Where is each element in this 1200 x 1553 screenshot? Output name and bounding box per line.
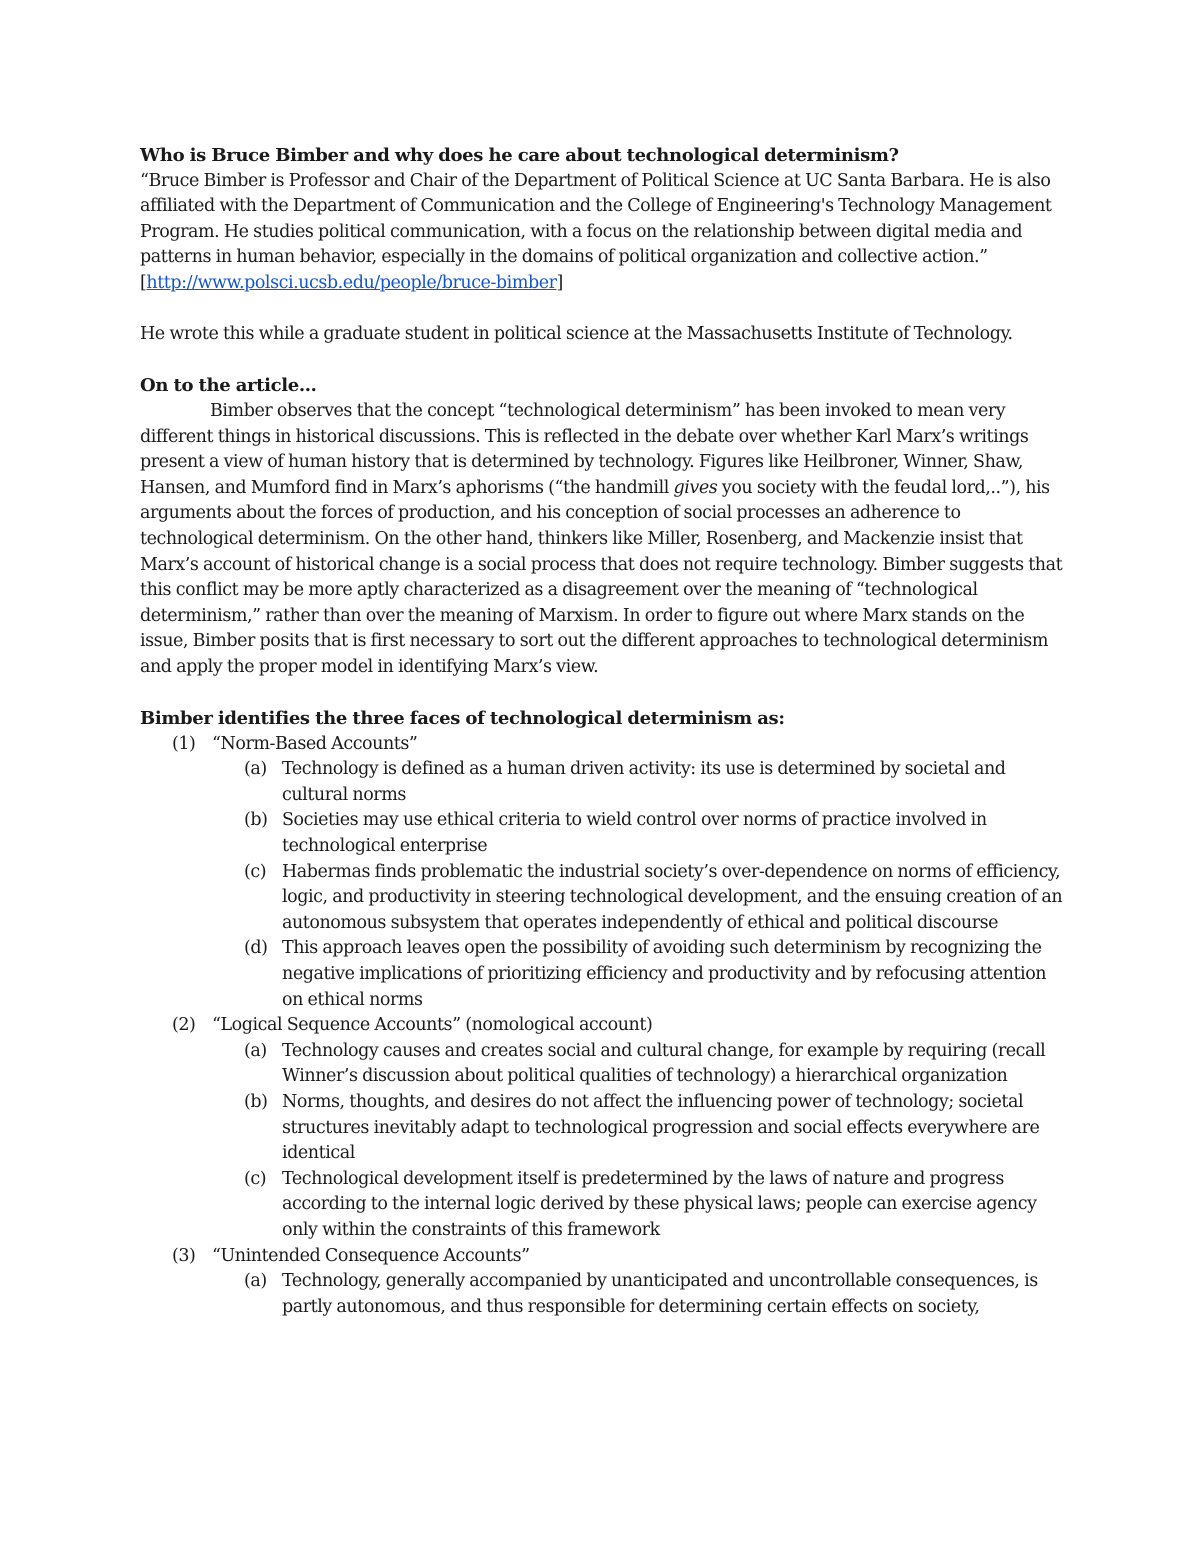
subitem-text: Societies may use ethical criteria to wield control over norms of practice involved in technological enterprise <box>282 810 987 857</box>
face-subitems <box>212 757 1070 1013</box>
bio-quote: “Bruce Bimber is Professor and Chair of the Department of Political Science at UC Santa Barbara. He is also affiliated with the Department of Communication and the College of Engineering's Technology Management Program. He studies political communication, with a focus on the relationship between digital media and patterns in human behavior, especially in the domains of political organization and collective action.” <box>140 170 1052 268</box>
section-heading-bimber: Who is Bruce Bimber and why does he care about technological determinism? <box>140 145 899 166</box>
source-bracket-close: ] <box>556 272 563 293</box>
subitem-text: Technological development itself is predetermined by the laws of nature and progress according to the internal logic derived by these physical laws; people can exercise agency only within the constraints of this framework <box>282 1168 1037 1240</box>
author-note: He wrote this while a graduate student in political science at the Massachusetts Institute of Technology. <box>140 324 1013 345</box>
section-heading-article: On to the article… <box>140 375 317 397</box>
face-item <box>140 1244 1070 1321</box>
faces-list <box>140 732 1070 1321</box>
subitem-letter: (d) <box>244 938 268 959</box>
source-citation <box>140 271 1070 297</box>
subitem-text: Habermas finds problematic the industrial society’s over-dependence on norms of efficiency, logic, and productivity in steering technological development, and the ensuing creation of an autonomous subsystem that operates independently of ethical and political discourse <box>282 861 1063 933</box>
subitem-text: Norms, thoughts, and desires do not affect the influencing power of technology; societal structures inevitably adapt to technological progression and social effects everywhere are identical <box>282 1091 1040 1164</box>
article-summary-paragraph <box>140 399 1070 681</box>
face-number: (1) <box>172 733 196 754</box>
face-title: “Logical Sequence Accounts” (nomological account) <box>212 1015 653 1036</box>
subitem <box>212 860 1070 937</box>
subitem-letter: (c) <box>244 861 267 882</box>
subitem <box>212 1167 1070 1244</box>
subitem <box>212 808 1070 859</box>
subitem-letter: (c) <box>244 1168 267 1189</box>
subitem-letter: (a) <box>244 1271 267 1292</box>
subitem-text: Technology, generally accompanied by unanticipated and uncontrollable consequences, is partly autonomous, and thus responsible for determining certain effects on society, <box>282 1271 1038 1317</box>
subitem <box>212 1090 1070 1167</box>
summary-text-part2: you society with the feudal lord,..”), his arguments about the forces of production, and his conception of social processes an adherence to technological determinism. On the other hand, thinkers like Miller, Rosenberg, and Mackenzie insist that Marx’s account of historical change is a social process that does not require technology. Bimber suggests that this conflict may be more aptly characterized as a disagreement over the meaning of “technological determinism,” rather than over the meaning of Marxism. In order to figure out where Marx stands on the issue, Bimber posits that is first necessary to sort out the different approaches to technological determinism and apply the proper model in identifying Marx’s view. <box>140 477 1063 677</box>
subitem-letter: (b) <box>244 1091 268 1112</box>
subitem <box>212 757 1070 808</box>
summary-emphasis: gives <box>673 477 718 498</box>
subitem <box>212 936 1070 1013</box>
summary-text-part1: Bimber observes that the concept “technological determinism” has been invoked to mean very different things in historical discussions. This is reflected in the debate over whether Karl Marx’s writings present a view of human history that is determined by technology. Figures like Heilbroner, Winner, Shaw, Hansen, and Mumford find in Marx’s aphorisms (“the handmill <box>140 400 1029 498</box>
face-number: (3) <box>172 1245 196 1266</box>
subitem-letter: (b) <box>244 810 268 831</box>
face-title: “Unintended Consequence Accounts” <box>212 1245 530 1266</box>
face-subitems <box>212 1039 1070 1244</box>
spacer <box>140 297 1070 323</box>
subitem-text: Technology causes and creates social and cultural change, for example by requiring (recall Winner’s discussion about political qualities of technology) a hierarchical organization <box>282 1040 1046 1087</box>
section-heading-three-faces: Bimber identifies the three faces of technological determinism as: <box>140 708 785 730</box>
source-bracket-open: [ <box>140 272 147 293</box>
source-link[interactable]: http://www.polsci.ucsb.edu/people/bruce-bimber <box>146 272 557 293</box>
face-number: (2) <box>172 1015 196 1036</box>
face-subitems <box>212 1269 1070 1320</box>
subitem <box>212 1269 1070 1320</box>
subitem-text: This approach leaves open the possibility of avoiding such determinism by recognizing the negative implications of prioritizing efficiency and productivity and by refocusing attention on ethical norms <box>282 938 1047 1010</box>
spacer <box>140 680 1070 706</box>
face-item <box>140 1013 1070 1243</box>
face-item <box>140 732 1070 1014</box>
subitem-letter: (a) <box>244 1040 267 1061</box>
subitem <box>212 1039 1070 1090</box>
subitem-text: Technology is defined as a human driven activity: its use is determined by societal and cultural norms <box>282 759 1006 805</box>
subitem-letter: (a) <box>244 759 267 780</box>
spacer <box>140 348 1070 374</box>
face-title: “Norm-Based Accounts” <box>212 733 418 754</box>
